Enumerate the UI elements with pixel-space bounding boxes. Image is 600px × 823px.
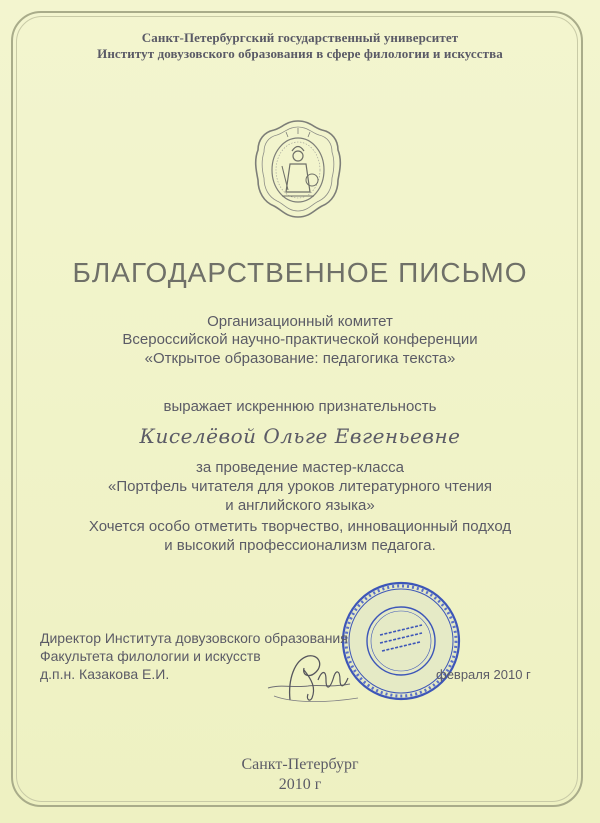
header-university: Санкт-Петербургский государственный университет xyxy=(141,30,459,45)
recipient-name: Киселёвой Ольге Евгеньевне xyxy=(139,424,461,448)
signatory-line-3: д.п.н. Казакова Е.И. xyxy=(40,666,170,682)
document-title: БЛАГОДАРСТВЕННОЕ ПИСЬМО xyxy=(72,257,528,288)
gratitude-line: выражает искреннюю признательность xyxy=(163,398,437,415)
reason-line-4: Хочется особо отметить творчество, инновационный подход xyxy=(88,518,512,535)
header-institute: Институт довузовского образования в сфере филологии и искусства xyxy=(97,46,503,61)
signature-date: февраля 2010 г xyxy=(436,667,531,682)
reason-line-2: «Портфель читателя для уроков литературного чтения xyxy=(108,478,492,495)
committee-line-2: Всероссийской научно-практической конференции xyxy=(122,331,478,348)
signatory-block xyxy=(40,629,348,683)
university-crest-seal-icon xyxy=(252,118,344,220)
signatory-line-2: Факультета филологии и искусств xyxy=(40,648,261,664)
committee-line-1: Организационный комитет xyxy=(207,313,393,330)
footer-city: Санкт-Петербург xyxy=(241,756,359,773)
signatory-line-1: Директор Института довузовского образования xyxy=(40,630,348,646)
reason-line-3: и английского языка» xyxy=(225,497,375,514)
committee-line-3: «Открытое образование: педагогика текста» xyxy=(144,350,456,367)
reason-line-5: и высокий профессионализм педагога. xyxy=(164,537,436,554)
footer-year: 2010 г xyxy=(278,776,322,793)
reason-line-1: за проведение мастер-класса xyxy=(196,459,404,476)
